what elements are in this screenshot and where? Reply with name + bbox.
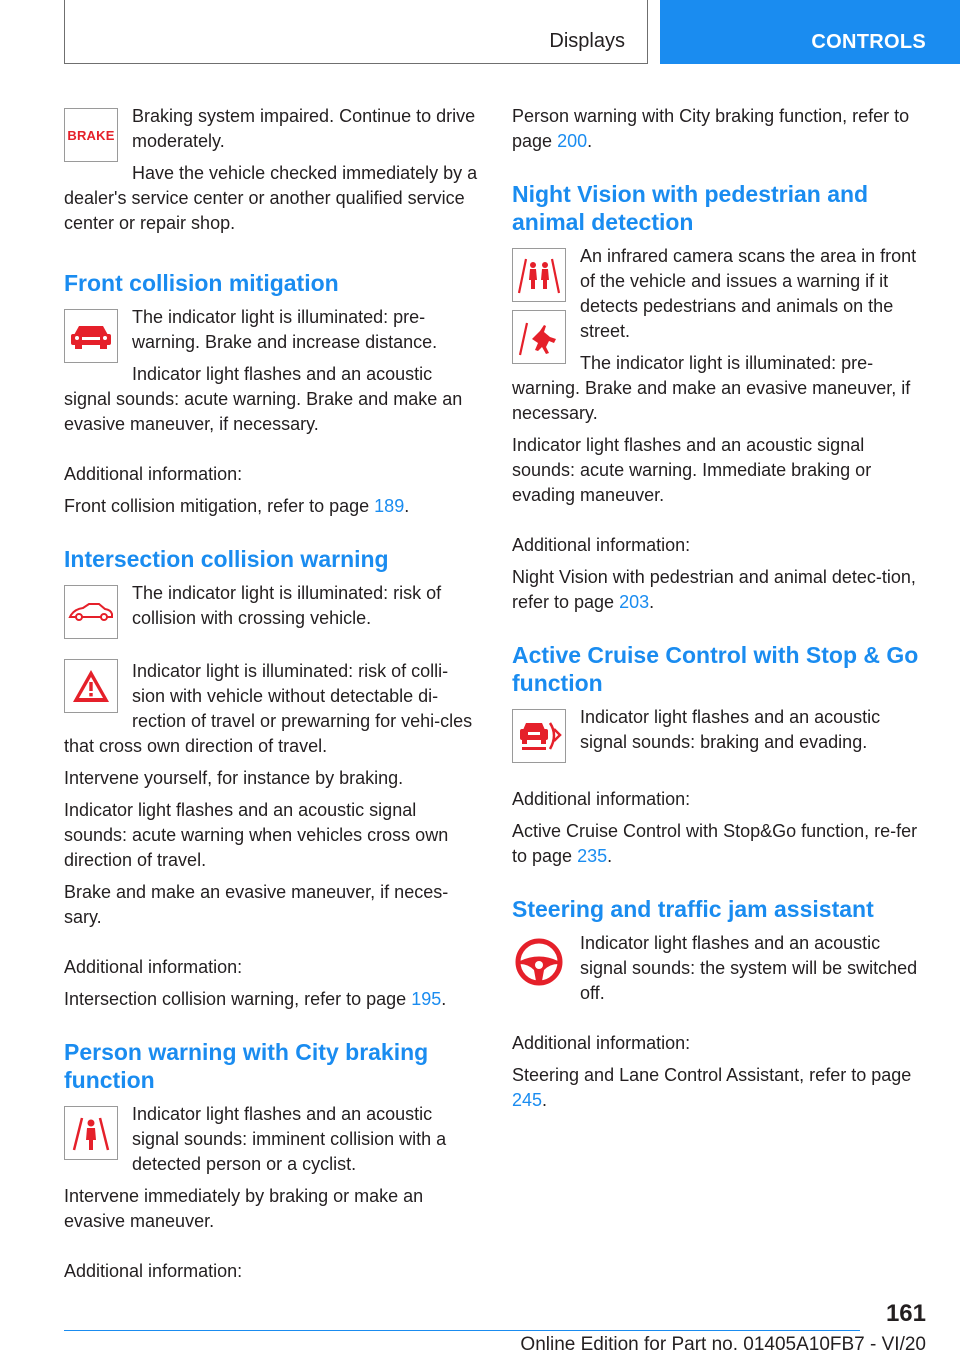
nv-page-link[interactable]: 203 (619, 592, 650, 612)
footer-divider (64, 1330, 860, 1331)
pw-additional-info: Additional information: (64, 1261, 243, 1281)
sta-paragraph-1: Indicator light flashes and an acoustic signal sounds: the system will be switched off. (580, 933, 918, 1003)
night-vision-icon-group (512, 248, 566, 364)
fcm-additional-info: Additional information: (64, 464, 243, 484)
nv-additional-info: Additional information: (512, 535, 691, 555)
icw-reference-text: Intersection collision warning, refer to page (64, 989, 407, 1009)
pw-paragraph-2: Intervene immediately by braking or make an evasive maneuver. (64, 1186, 424, 1231)
heading-person-warning: Person warning with City braking function (64, 1039, 429, 1093)
icw-paragraph-5: Brake and make an evasive maneuver, if neces-sary. (64, 882, 449, 927)
heading-front-collision-mitigation: Front collision mitigation (64, 270, 339, 296)
sta-reference: Steering and Lane Control Assistant, refer to page 245. (512, 1065, 912, 1110)
nv-paragraph-3: Indicator light flashes and an acoustic signal sounds: acute warning. Immediate braking or evading maneuver. (512, 435, 872, 505)
right-column (512, 104, 930, 1120)
icw-additional-info: Additional information: (64, 957, 243, 977)
intersection-collision-icon (64, 585, 118, 639)
fcm-paragraph-2: Indicator light flashes and an acoustic signal sounds: acute warning. Brake and make an evasive maneuver, if necessary. (64, 364, 463, 434)
fcm-page-link[interactable]: 189 (374, 496, 405, 516)
heading-intersection-collision-warning: Intersection collision warning (64, 546, 389, 572)
acc-reference-text: Active Cruise Control with Stop&Go function, re-fer to page (512, 821, 918, 866)
front-collision-icon (64, 309, 118, 363)
sta-additional-info: Additional information: (512, 1033, 691, 1053)
pw-page-link[interactable]: 200 (557, 131, 588, 151)
page-number: 161 (885, 1300, 926, 1327)
pw-reference-text: Person warning with City braking function, refer to page (512, 106, 910, 151)
acc-additional-info: Additional information: (512, 789, 691, 809)
acc-page-link[interactable]: 235 (577, 846, 608, 866)
sta-page-link[interactable]: 245 (512, 1090, 543, 1110)
icw-paragraph-3: Intervene yourself, for instance by braking. (64, 768, 404, 788)
sta-reference-text: Steering and Lane Control Assistant, refer to page (512, 1065, 912, 1085)
header-chapter-tab (660, 0, 960, 64)
icw-paragraph-1: The indicator light is illuminated: risk of collision with crossing vehicle. (132, 583, 442, 628)
footer-edition: Online Edition for Part no. 01405A10FB7 - VI/20 (520, 1334, 926, 1355)
acc-paragraph-1: Indicator light flashes and an acoustic signal sounds: braking and evading. (580, 707, 881, 752)
night-vision-pedestrian-icon (512, 248, 566, 302)
brake-icon-text: BRAKE (67, 127, 115, 143)
night-vision-animal-icon (512, 310, 566, 364)
heading-steering-traffic-jam-assistant: Steering and traffic jam assistant (512, 896, 874, 922)
nv-paragraph-2: The indicator light is illuminated: pre-warning. Brake and make an evasive maneuver, if necessary. (512, 353, 911, 423)
pw-paragraph-1: Indicator light flashes and an acoustic signal sounds: imminent collision with a detected person or a cyclist. (132, 1104, 447, 1174)
active-cruise-control-icon (512, 709, 566, 763)
nv-reference: Night Vision with pedestrian and animal detec-tion, refer to page 203. (512, 567, 916, 612)
brake-warning-icon (64, 108, 118, 162)
fcm-reference-text: Front collision mitigation, refer to page (64, 496, 370, 516)
person-warning-icon (64, 1106, 118, 1160)
warning-triangle-icon (64, 659, 118, 713)
steering-wheel-icon (512, 935, 566, 989)
brake-paragraph-1: Braking system impaired. Continue to drive moderately. (132, 106, 476, 151)
nv-paragraph-1: An infrared camera scans the area in front of the vehicle and issues a warning if it detects pedestrians and animals on the street. (580, 246, 917, 341)
heading-active-cruise-control: Active Cruise Control with Stop & Go function (512, 642, 919, 696)
header-chapter-title: CONTROLS (811, 31, 926, 53)
brake-paragraph-2: Have the vehicle checked immediately by a dealer's service center or another qualified service center or repair shop. (64, 163, 478, 233)
nv-reference-text: Night Vision with pedestrian and animal detec-tion, refer to page (512, 567, 916, 612)
acc-reference: Active Cruise Control with Stop&Go function, re-fer to page 235. (512, 821, 918, 866)
header-section-box (64, 0, 648, 64)
icw-reference: Intersection collision warning, refer to page 195. (64, 989, 447, 1009)
icw-paragraph-4: Indicator light flashes and an acoustic signal sounds: acute warning when vehicles cross own direction of travel. (64, 800, 449, 870)
fcm-reference: Front collision mitigation, refer to page 189. (64, 496, 410, 516)
icw-page-link[interactable]: 195 (411, 989, 442, 1009)
header-section-title: Displays (549, 30, 625, 52)
icw-paragraph-2: Indicator light is illuminated: risk of colli-sion with vehicle without detectable di-rection of travel or prewarning for vehi-cles that cross own direction of travel. (64, 661, 473, 756)
left-column (64, 104, 480, 1291)
pw-reference: Person warning with City braking function, refer to page 200. (512, 106, 910, 151)
fcm-paragraph-1: The indicator light is illuminated: pre-warning. Brake and increase distance. (132, 307, 438, 352)
heading-night-vision: Night Vision with pedestrian and animal detection (512, 181, 869, 235)
